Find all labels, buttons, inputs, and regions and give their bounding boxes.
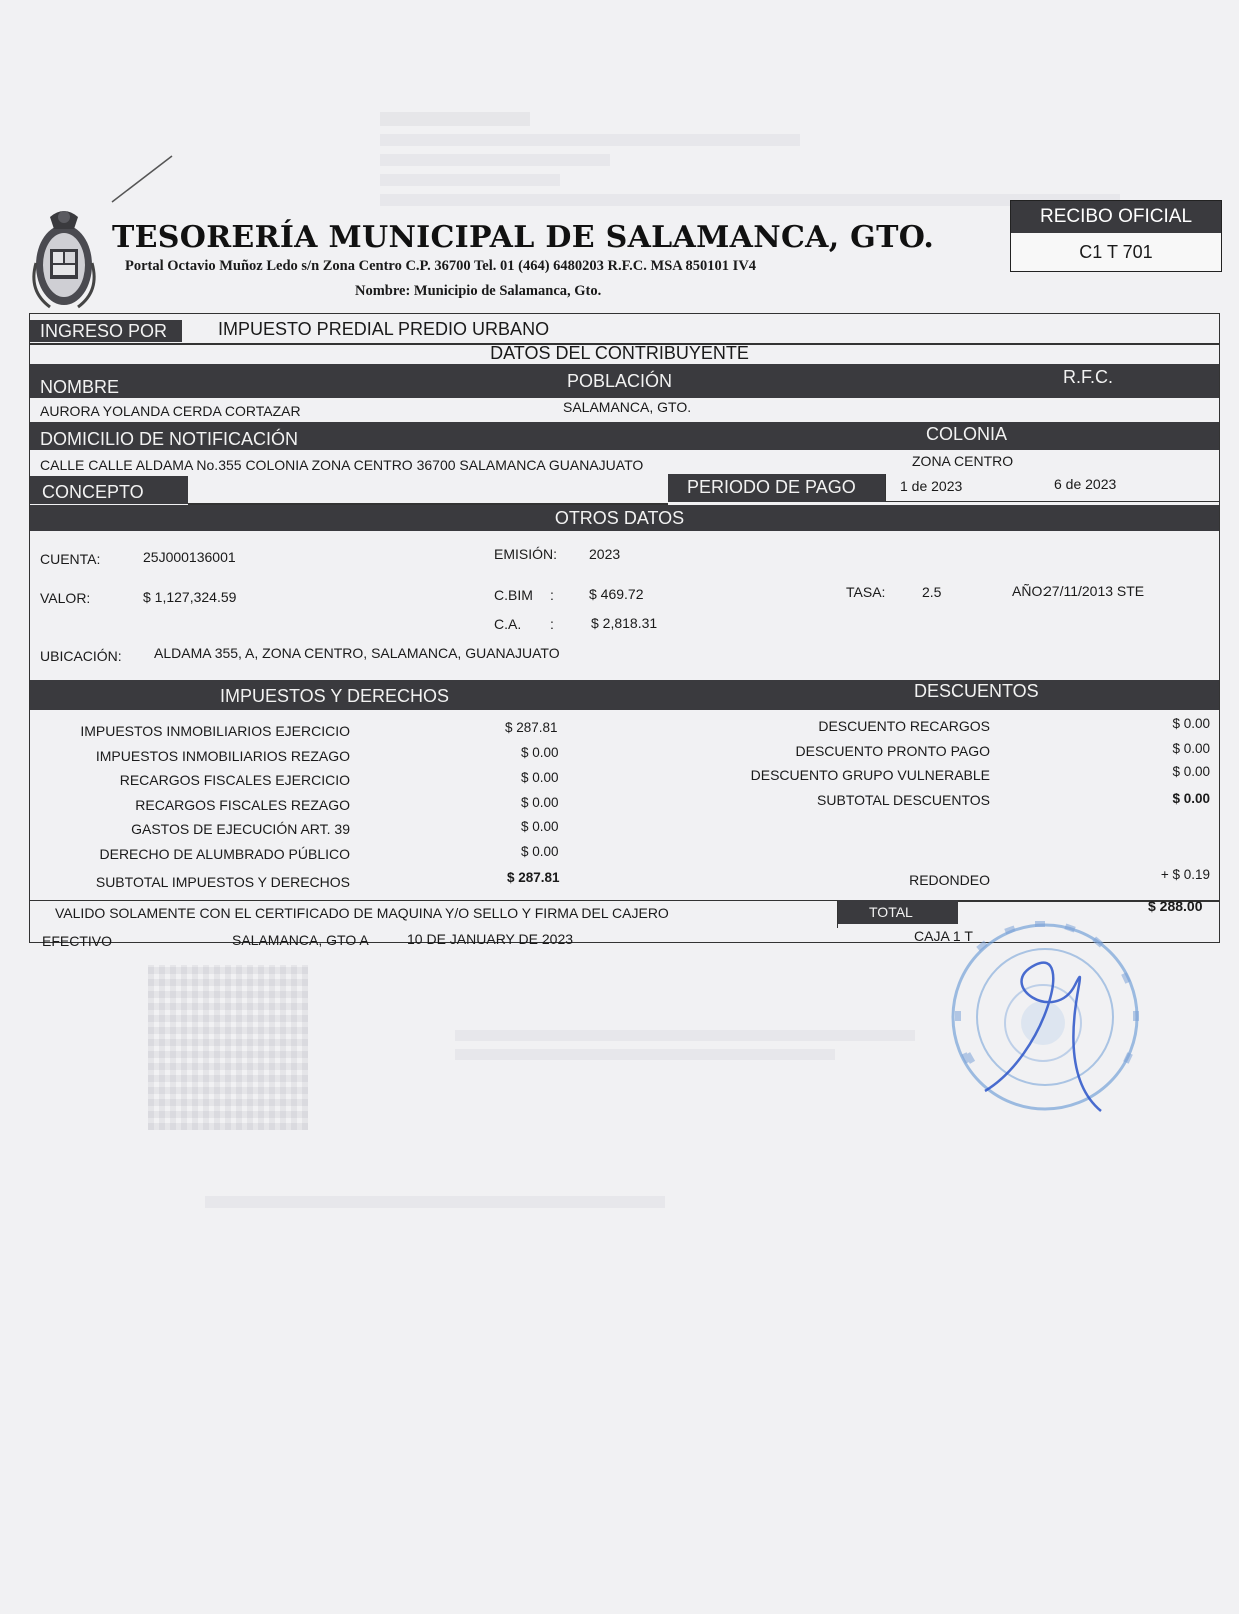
- valor-label: VALOR:: [40, 590, 91, 606]
- periodo-inicio: 1 de 2023: [900, 478, 963, 494]
- impuestos-descuentos-bar: [30, 680, 1219, 710]
- descuento-amount: $ 0.00: [1172, 716, 1210, 731]
- descuento-label: DESCUENTO GRUPO VULNERABLE: [750, 767, 990, 783]
- descuentos-subtotal: $ 0.00: [1172, 791, 1210, 806]
- nombre-label: NOMBRE: [40, 377, 120, 397]
- colonia-label: COLONIA: [926, 424, 1008, 444]
- descuentos-title: DESCUENTOS: [914, 681, 1039, 701]
- impuesto-label: RECARGOS FISCALES REZAGO: [135, 797, 350, 813]
- caja: CAJA 1 T: [914, 928, 973, 944]
- tasa-value: 2.5: [922, 584, 942, 600]
- impuesto-label: RECARGOS FISCALES EJERCICIO: [119, 772, 350, 788]
- ca-colon: :: [550, 616, 554, 632]
- impuesto-label: DERECHO DE ALUMBRADO PÚBLICO: [99, 846, 350, 862]
- municipal-seal-stamp: [925, 905, 1165, 1115]
- poblacion-value: SALAMANCA, GTO.: [563, 399, 692, 415]
- impuesto-amount: $ 0.00: [521, 795, 559, 810]
- emision-label: EMISIÓN:: [494, 546, 558, 562]
- ubicacion-label: UBICACIÓN:: [40, 648, 122, 664]
- impuesto-amount: $ 0.00: [521, 844, 559, 859]
- ingreso-value: IMPUESTO PREDIAL PREDIO URBANO: [218, 319, 550, 339]
- descuentos-subtotal-label: SUBTOTAL DESCUENTOS: [817, 792, 990, 808]
- emision-value: 2023: [589, 546, 621, 562]
- cuenta-label: CUENTA:: [40, 551, 101, 567]
- domicilio-label: DOMICILIO DE NOTIFICACIÓN: [40, 429, 299, 449]
- cbim-colon: :: [550, 587, 554, 603]
- receipt-label: RECIBO OFICIAL: [1011, 201, 1221, 233]
- impuestos-title: IMPUESTOS Y DERECHOS: [220, 686, 450, 706]
- impuesto-label: IMPUESTOS INMOBILIARIOS EJERCICIO: [80, 723, 350, 739]
- issuer-name: Nombre: Municipio de Salamanca, Gto.: [355, 283, 602, 299]
- descuento-label: DESCUENTO PRONTO PAGO: [795, 743, 990, 759]
- pen-mark: [110, 150, 180, 205]
- descuento-label: DESCUENTO RECARGOS: [818, 718, 990, 734]
- nombre-value: AURORA YOLANDA CERDA CORTAZAR: [40, 403, 301, 419]
- anio-label: AÑO:: [1012, 583, 1047, 599]
- domicilio-value: CALLE CALLE ALDAMA No.355 COLONIA ZONA CENTRO 36700 SALAMANCA GUANAJUATO: [40, 457, 644, 473]
- issuer-address: Portal Octavio Muñoz Ledo s/n Zona Centro C.P. 36700 Tel. 01 (464) 6480203 R.F.C. MSA 850101 IV4: [125, 258, 757, 274]
- qr-code-show-through: [148, 965, 308, 1130]
- otros-datos-title: OTROS DATOS: [554, 508, 685, 528]
- redondeo-value: + $ 0.19: [1160, 867, 1210, 882]
- impuesto-amount: $ 287.81: [505, 720, 558, 735]
- ingreso-label: INGRESO POR: [30, 320, 182, 342]
- valor-value: $ 1,127,324.59: [143, 589, 237, 605]
- periodo-fin: 6 de 2023: [1054, 476, 1117, 492]
- tasa-label: TASA:: [846, 584, 886, 600]
- validez-text: VALIDO SOLAMENTE CON EL CERTIFICADO DE MAQUINA Y/O SELLO Y FIRMA DEL CAJERO: [55, 905, 669, 921]
- show-through-footer: [205, 1196, 665, 1208]
- impuesto-label: IMPUESTOS INMOBILIARIOS REZAGO: [95, 748, 350, 764]
- impuestos-subtotal-label: SUBTOTAL IMPUESTOS Y DERECHOS: [95, 874, 350, 890]
- redondeo-label: REDONDEO: [909, 872, 990, 888]
- ca-value: $ 2,818.31: [591, 615, 658, 631]
- forma-pago: EFECTIVO: [42, 933, 113, 949]
- cbim-label: C.BIM: [494, 587, 533, 603]
- poblacion-label: POBLACIÓN: [567, 371, 673, 391]
- contribuyente-title: DATOS DEL CONTRIBUYENTE: [490, 343, 749, 363]
- issuer-title: TESORERÍA MUNICIPAL DE SALAMANCA, GTO.: [112, 220, 935, 255]
- coat-of-arms-logo: [20, 203, 108, 313]
- concepto-label: CONCEPTO: [42, 482, 144, 502]
- impuestos-subtotal: $ 287.81: [507, 870, 560, 885]
- ubicacion-value: ALDAMA 355, A, ZONA CENTRO, SALAMANCA, GUANAJUATO: [154, 645, 560, 661]
- receipt-box: [1010, 200, 1222, 272]
- descuento-amount: $ 0.00: [1172, 741, 1210, 756]
- rfc-label: R.F.C.: [1063, 367, 1114, 387]
- impuesto-amount: $ 0.00: [521, 819, 559, 834]
- descuento-amount: $ 0.00: [1172, 764, 1210, 779]
- colonia-value: ZONA CENTRO: [912, 453, 1014, 469]
- anio-value: 27/11/2013 STE: [1044, 583, 1145, 599]
- total-label: TOTAL: [869, 904, 913, 920]
- impuesto-label: GASTOS DE EJECUCIÓN ART. 39: [131, 821, 350, 837]
- show-through-lower: [455, 1030, 925, 1070]
- impuesto-amount: $ 0.00: [521, 770, 559, 785]
- cbim-value: $ 469.72: [589, 586, 644, 602]
- total-value: $ 288.00: [1148, 898, 1203, 914]
- periodo-label: PERIODO DE PAGO: [687, 477, 856, 497]
- cuenta-value: 25J000136001: [143, 549, 236, 565]
- fecha: 10 DE JANUARY DE 2023: [407, 931, 574, 947]
- receipt-number: C1 T 701: [1079, 242, 1153, 262]
- lugar: SALAMANCA, GTO A: [232, 932, 369, 948]
- ca-label: C.A.: [494, 616, 522, 632]
- impuesto-amount: $ 0.00: [521, 745, 559, 760]
